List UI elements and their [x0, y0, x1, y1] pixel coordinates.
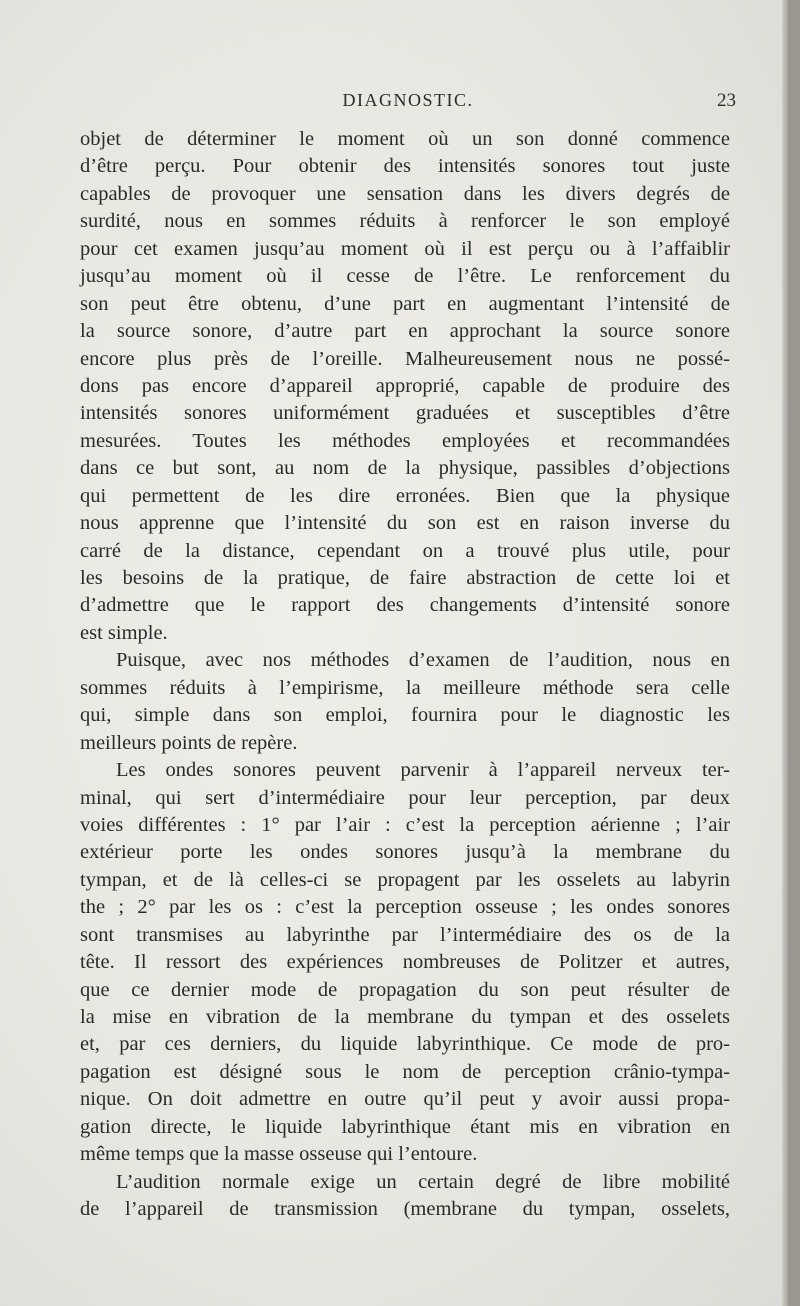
text-line: the ; 2° par les os : c’est la perception osseuse ; les ondes sonores [80, 896, 730, 919]
text-line: mesurées. Toutes les méthodes employées et recommandées [80, 429, 730, 452]
text-line: tympan, et de là celles-ci se propagent par les osselets au labyrin [80, 868, 730, 891]
text-line: pagation est désigné sous le nom de perception crânio-tympa- [80, 1060, 730, 1083]
text-line: jusqu’au moment où il cesse de l’être. Le renforcement du [80, 265, 730, 288]
text-line: qui, simple dans son emploi, fournira pour le diagnostic les [80, 704, 730, 727]
page-edge [782, 0, 788, 1306]
text-line: Puisque, avec nos méthodes d’examen de l’audition, nous en [116, 649, 730, 672]
text-line: capables de provoquer une sensation dans les divers degrés de [80, 182, 730, 205]
text-line: meilleurs points de repère. [80, 731, 298, 754]
text-line: nous apprenne que l’intensité du son est en raison inverse du [80, 512, 730, 535]
text-line: intensités sonores uniformément graduées et susceptibles d’être [80, 402, 730, 425]
text-line: tête. Il ressort des expériences nombreuses de Politzer et autres, [80, 951, 730, 974]
text-line: la source sonore, d’autre part en approchant la source sonore [80, 320, 730, 343]
text-line: nique. On doit admettre en outre qu’il peut y avoir aussi propa- [80, 1088, 730, 1111]
text-line: sommes réduits à l’empirisme, la meilleure méthode sera celle [80, 676, 730, 699]
text-line: que ce dernier mode de propagation du son peut résulter de [80, 978, 730, 1001]
text-line: objet de déterminer le moment où un son donné commence [80, 128, 730, 150]
text-line: voies différentes : 1° par l’air : c’est la perception aérienne ; l’air [80, 813, 730, 836]
text-line: dons pas encore d’appareil approprié, capable de produire des [80, 374, 730, 397]
text-line: surdité, nous en sommes réduits à renforcer le son employé [80, 210, 730, 233]
text-line: carré de la distance, cependant on a trouvé plus utile, pour [80, 539, 730, 562]
text-line: extérieur porte les ondes sonores jusqu’à la membrane du [80, 841, 730, 864]
text-line: la mise en vibration de la membrane du tympan et des osselets [80, 1006, 730, 1028]
text-line: les besoins de la pratique, de faire abstraction de cette loi et [80, 567, 730, 589]
text-line: encore plus près de l’oreille. Malheureusement nous ne possé- [80, 347, 730, 370]
text-line: sont transmises au labyrinthe par l’intermédiaire des os de la [80, 923, 730, 946]
text-line: d’admettre que le rapport des changements d’intensité sonore [80, 594, 730, 617]
text-line: son peut être obtenu, d’une part en augmentant l’intensité de [80, 292, 730, 315]
page-number: 23 [717, 90, 736, 111]
running-head: DIAGNOSTIC. [342, 90, 474, 110]
text-line: et, par ces derniers, du liquide labyrinthique. Ce mode de pro- [80, 1033, 730, 1056]
page-header [80, 90, 736, 118]
text-line: de l’appareil de transmission (membrane du tympan, osselets, [80, 1198, 730, 1221]
text-line: dans ce but sont, au nom de la physique, passibles d’objections [80, 457, 730, 480]
text-line: minal, qui sert d’intermédiaire pour leur perception, par deux [80, 786, 730, 809]
text-line: d’être perçu. Pour obtenir des intensités sonores tout juste [80, 155, 730, 178]
text-line: Les ondes sonores peuvent parvenir à l’appareil nerveux ter- [116, 759, 730, 782]
text-line: gation directe, le liquide labyrinthique étant mis en vibration en [80, 1115, 730, 1138]
text-line: qui permettent de les dire erronées. Bien que la physique [80, 484, 730, 507]
text-line: même temps que la masse osseuse qui l’entoure. [80, 1143, 478, 1166]
text-line: est simple. [80, 621, 168, 644]
body-text [80, 126, 730, 1224]
text-line: L’audition normale exige un certain degré de libre mobilité [116, 1170, 730, 1193]
text-line: pour cet examen jusqu’au moment où il est perçu ou à l’affaiblir [80, 237, 730, 260]
